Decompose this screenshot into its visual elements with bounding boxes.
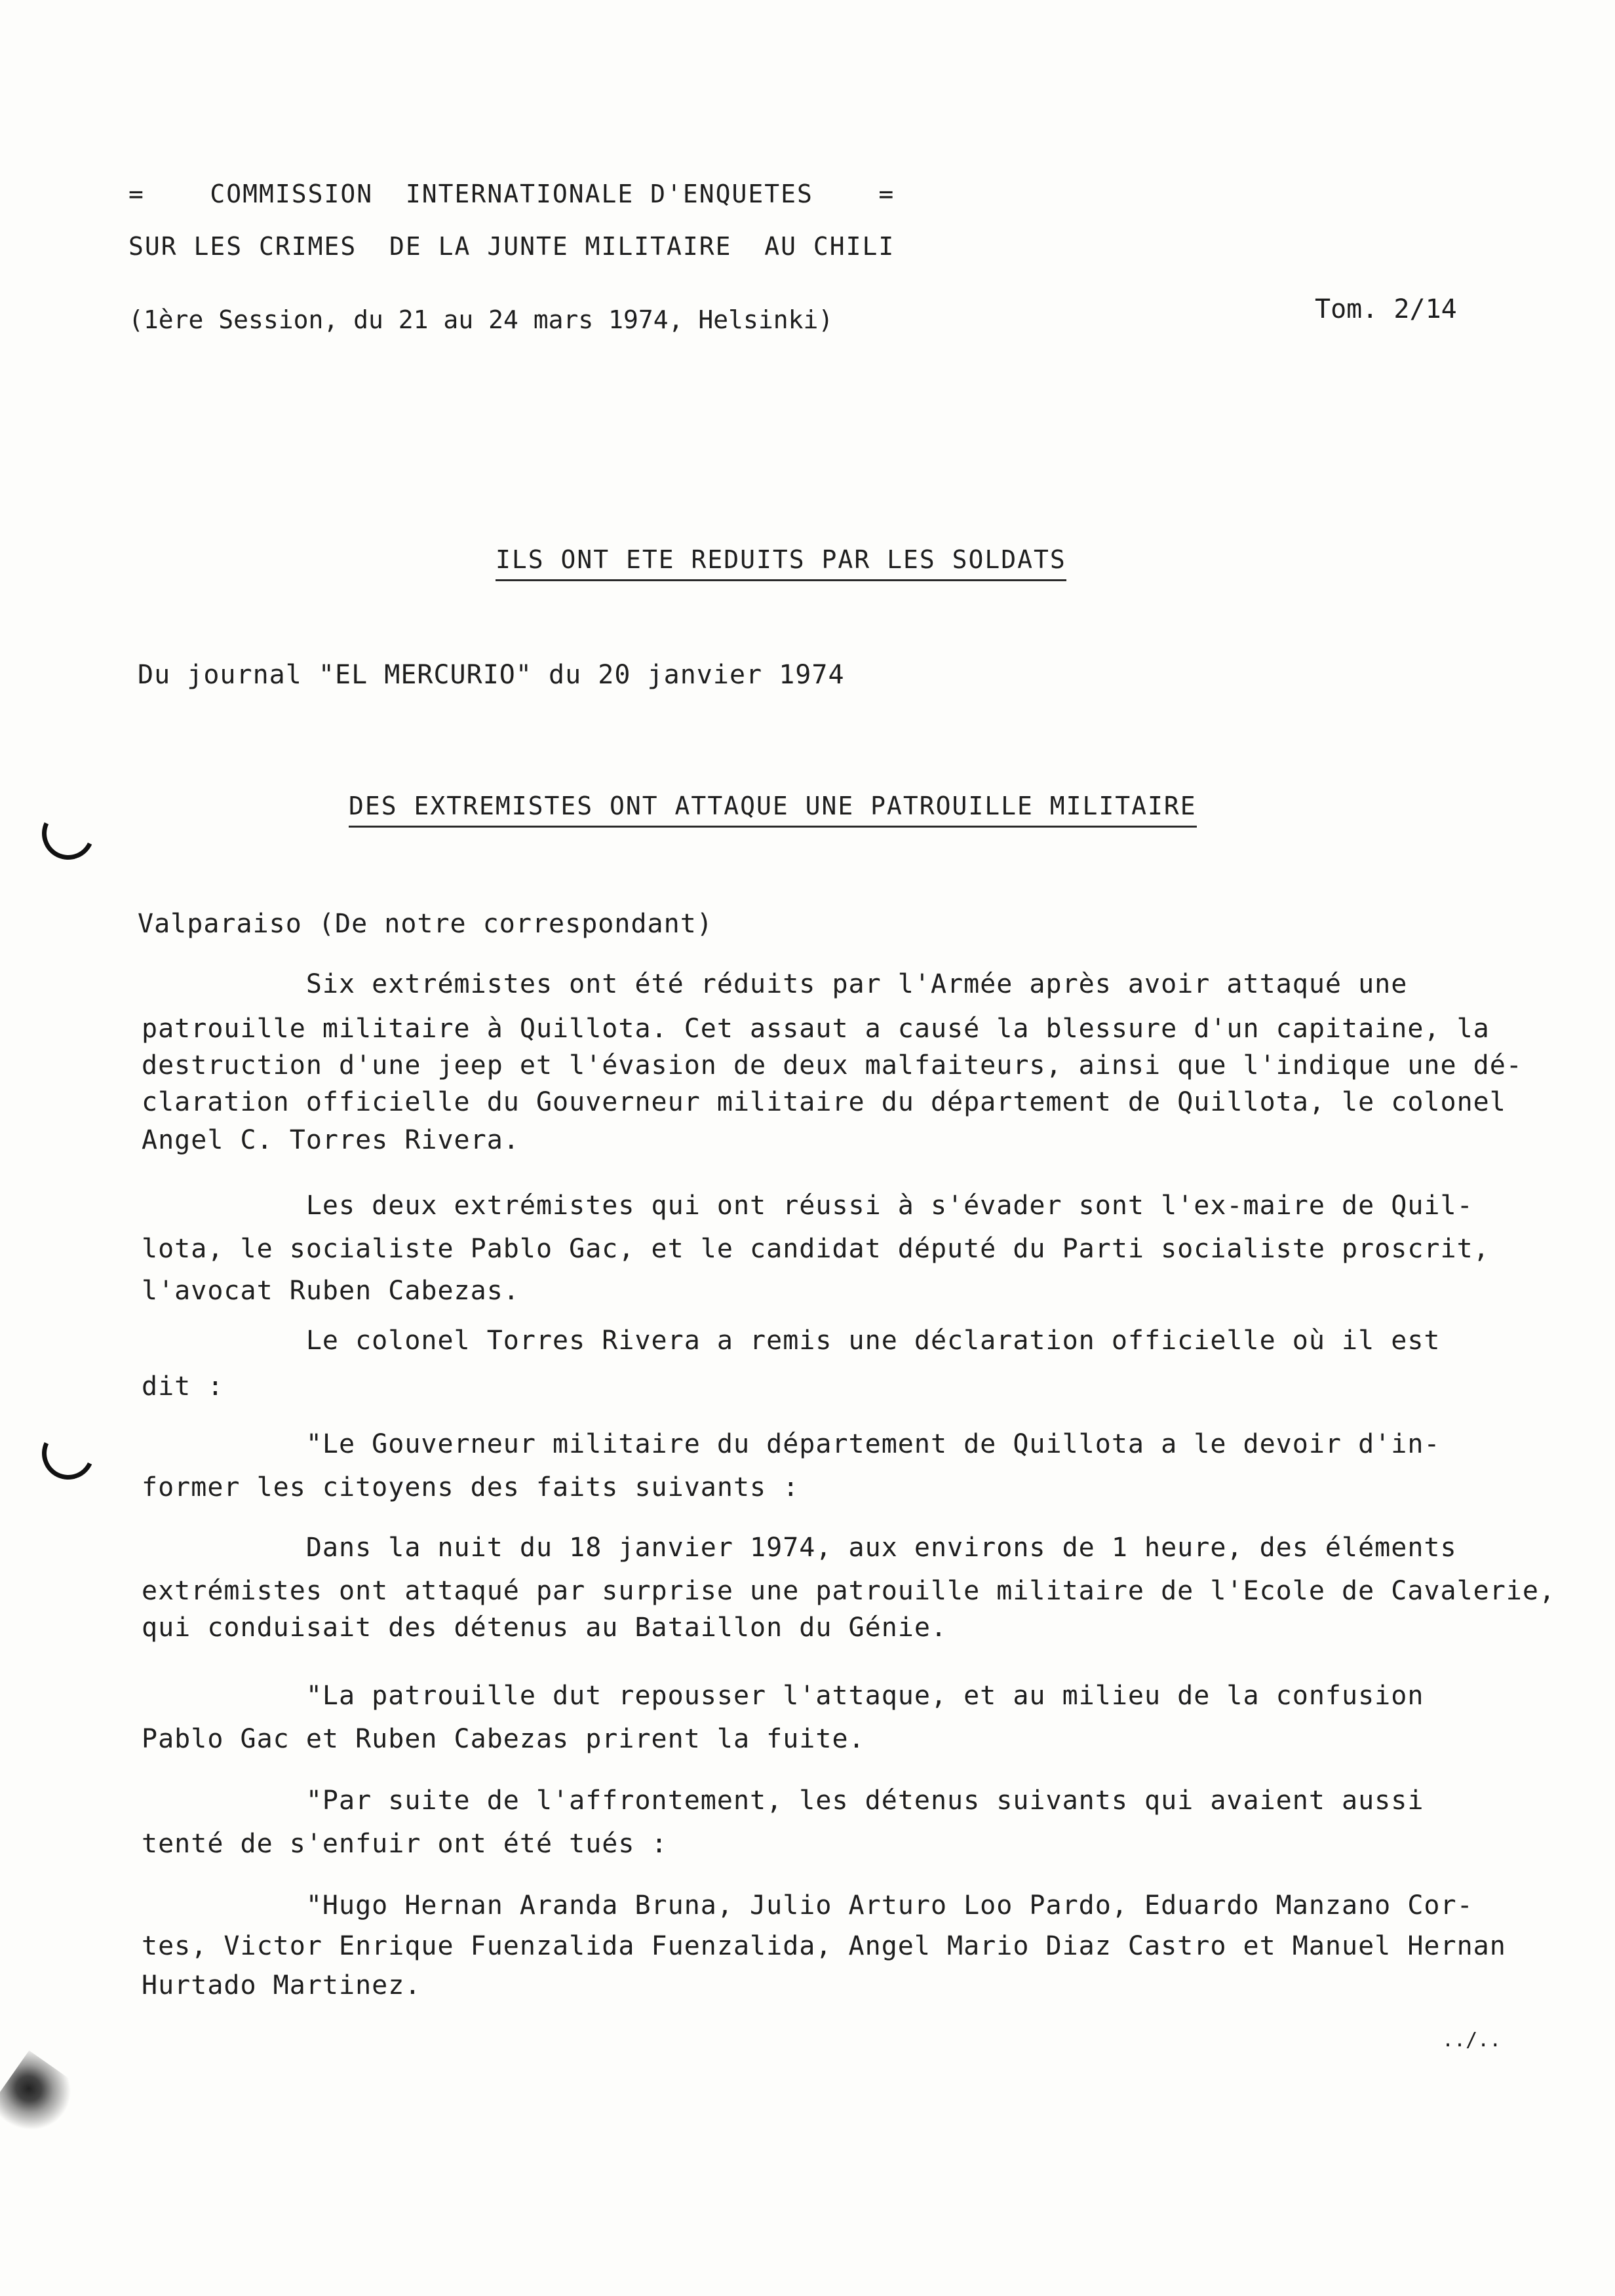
body-line: dit : [142,1371,224,1402]
body-line: extrémistes ont attaqué par surprise une patrouille militaire de l'Ecole de Cavalerie, [142,1576,1556,1606]
body-line: Hurtado Martinez. [142,1970,421,2000]
body-line: former les citoyens des faits suivants : [142,1472,800,1502]
header-line-2: SUR LES CRIMES DE LA JUNTE MILITAIRE AU CHILI [128,232,895,261]
subheadline: DES EXTREMISTES ONT ATTAQUE UNE PATROUILLE MILITAIRE [349,790,1197,828]
dateline: Valparaiso (De notre correspondant) [138,909,713,939]
punch-hole-mark [35,1420,102,1487]
body-line: Angel C. Torres Rivera. [142,1125,520,1155]
body-line: tes, Victor Enrique Fuenzalida Fuenzalida, Angel Mario Diaz Castro et Manuel Hernan [142,1931,1506,1961]
body-line: "Le Gouverneur militaire du département de Quillota a le devoir d'in- [142,1429,1441,1459]
body-line: Pablo Gac et Ruben Cabezas prirent la fuite. [142,1724,865,1754]
body-line: lota, le socialiste Pablo Gac, et le candidat député du Parti socialiste proscrit, [142,1234,1490,1264]
body-line: claration officielle du Gouverneur militaire du département de Quillota, le colonel [142,1087,1506,1117]
headline: ILS ONT ETE REDUITS PAR LES SOLDATS [496,544,1066,581]
reference-number: Tom. 2/14 [1315,294,1457,324]
source-line: Du journal "EL MERCURIO" du 20 janvier 1974 [138,660,845,690]
body-line: "Par suite de l'affrontement, les détenus suivants qui avaient aussi [142,1786,1424,1816]
continuation-mark: ../.. [1442,2029,1502,2052]
body-line: destruction d'une jeep et l'évasion de deux malfaiteurs, ainsi que l'indique une dé- [142,1050,1523,1081]
ink-blot [0,2050,88,2156]
body-line: patrouille militaire à Quillota. Cet assaut a causé la blessure d'un capitaine, la [142,1014,1490,1044]
header-line-1: = COMMISSION INTERNATIONALE D'ENQUETES = [128,180,895,208]
body-line: Six extrémistes ont été réduits par l'Armée après avoir attaqué une [142,969,1408,999]
body-line: Le colonel Torres Rivera a remis une déclaration officielle où il est [142,1326,1441,1356]
body-line: qui conduisait des détenus au Bataillon du Génie. [142,1613,948,1643]
header-line-3: (1ère Session, du 21 au 24 mars 1974, Helsinki) [128,305,834,334]
body-line: Dans la nuit du 18 janvier 1974, aux environs de 1 heure, des éléments [142,1533,1457,1563]
body-line: l'avocat Ruben Cabezas. [142,1276,520,1306]
body-line: "Hugo Hernan Aranda Bruna, Julio Arturo Loo Pardo, Eduardo Manzano Cor- [142,1890,1473,1921]
body-line: tenté de s'enfuir ont été tués : [142,1829,668,1859]
punch-hole-mark [35,800,102,868]
body-line: "La patrouille dut repousser l'attaque, et au milieu de la confusion [142,1681,1424,1711]
body-line: Les deux extrémistes qui ont réussi à s'évader sont l'ex-maire de Quil- [142,1191,1473,1221]
